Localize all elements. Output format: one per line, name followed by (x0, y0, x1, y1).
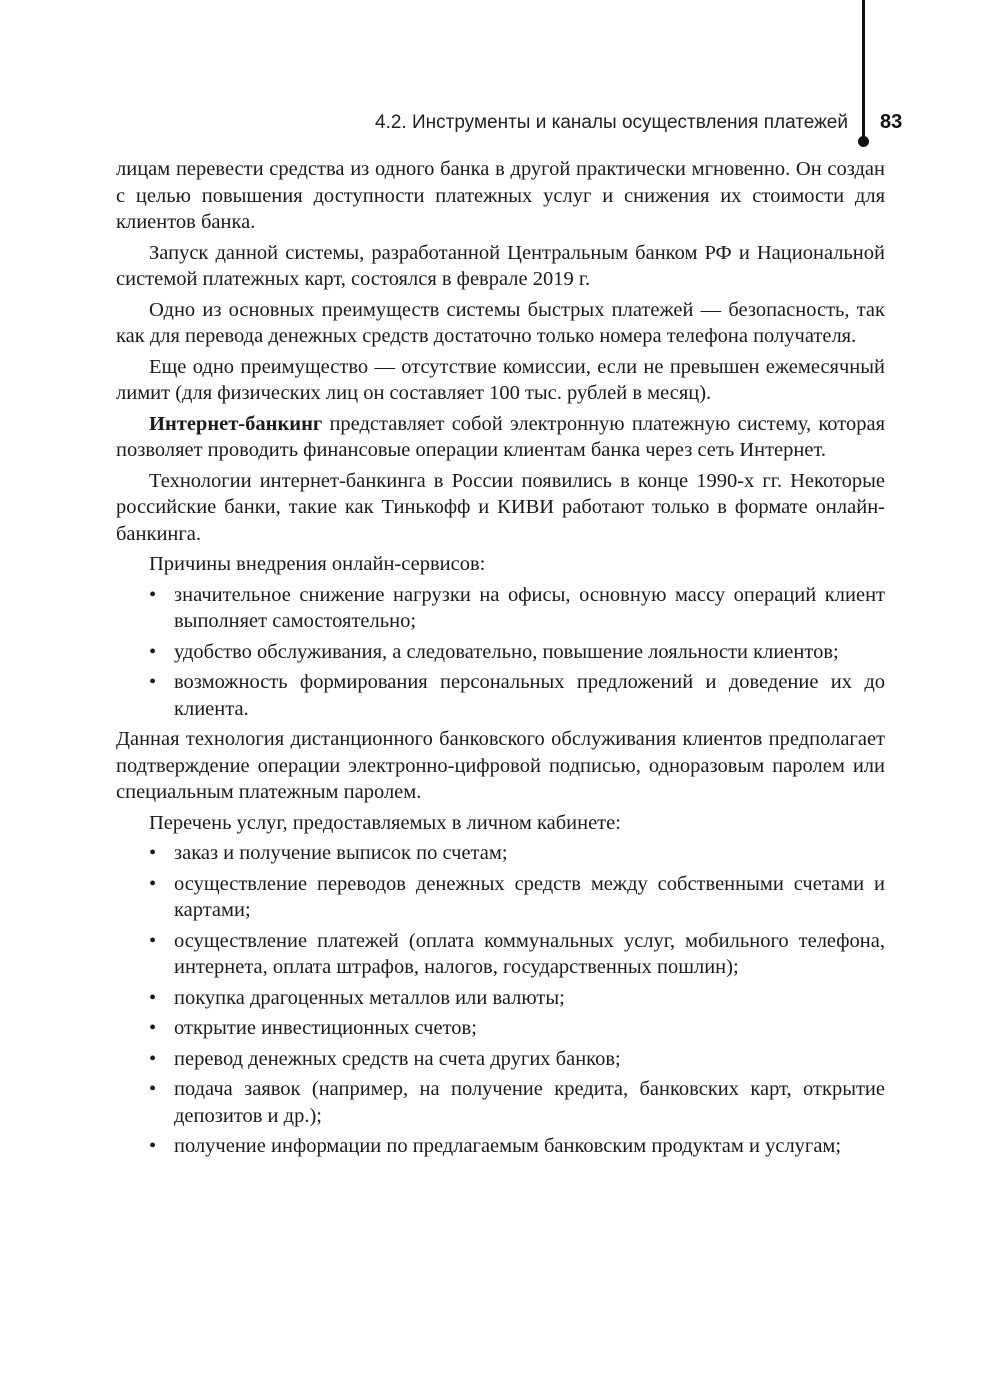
definition-text: представляет собой электронную платежную систему, которая позволяет проводить финансовые операции клиентам банка через сеть Интернет. (116, 412, 885, 461)
list-item: • осуществление переводов денежных средств между собственными счетами и картами; (116, 871, 885, 924)
paragraph: Данная технология дистанционного банковского обслуживания клиентов предполагает подтверждение операции электронно-цифровой подписью, одноразовым паролем или специальным платежным паролем. (116, 728, 885, 803)
paragraph: Еще одно преимущество — отсутствие комиссии, если не превышен ежемесячный лимит (для физических лиц он составляет 100 тыс. рублей в месяц). (116, 355, 885, 404)
list-item: • заказ и получение выписок по счетам; (116, 840, 885, 867)
list-item: • значительное снижение нагрузки на офисы, основную массу операций клиент выполняет самостоятельно; (116, 582, 885, 635)
services-list (116, 840, 885, 1160)
paragraph-continued: лицам перевести средства из одного банка в другой практически мгновенно. Он создан с целью повышения доступности платежных услуг и снижения их стоимости для клиентов банка. (116, 158, 885, 233)
paragraph: Технологии интернет-банкинга в России появились в конце 1990-х гг. Некоторые российские банки, такие как Тинькофф и КИВИ работают только в формате онлайн-банкинга. (116, 469, 885, 545)
paragraph-list-intro: Перечень услуг, предоставляемых в личном кабинете: (149, 811, 621, 834)
list-item: • удобство обслуживания, а следовательно, повышение лояльности клиентов; (116, 639, 885, 666)
body-text (116, 156, 885, 1164)
page-number: 83 (880, 111, 903, 133)
paragraph: Запуск данной системы, разработанной Центральным банком РФ и Национальной системой платежных карт, состоялся в феврале 2019 г. (116, 241, 885, 290)
term-internet-banking: Интернет-банкинг (149, 412, 323, 435)
list-item: • осуществление платежей (оплата коммунальных услуг, мобильного телефона, интернета, оплата штрафов, налогов, государственных пошлин); (116, 928, 885, 981)
list-item: • получение информации по предлагаемым банковским продуктам и услугам; (116, 1133, 885, 1160)
list-item: • возможность формирования персональных предложений и доведение их до клиента. (116, 669, 885, 722)
paragraph-internet-banking (116, 411, 885, 464)
running-title: 4.2. Инструменты и каналы осуществления платежей (375, 112, 848, 133)
reasons-list (116, 582, 885, 723)
list-item: • подача заявок (например, на получение кредита, банковских карт, открытие депозитов и др.); (116, 1076, 885, 1129)
list-item: • открытие инвестиционных счетов; (116, 1015, 885, 1042)
header-vertical-rule (862, 0, 865, 138)
paragraph-list-intro: Причины внедрения онлайн-сервисов: (149, 553, 486, 575)
list-item: • перевод денежных средств на счета других банков; (116, 1046, 885, 1073)
header-rule-dot (858, 136, 869, 147)
paragraph: Одно из основных преимуществ системы быстрых платежей — безопасность, так как для перевода денежных средств достаточно только номера телефона получателя. (116, 298, 885, 347)
list-item: • покупка драгоценных металлов или валюты; (116, 985, 885, 1012)
